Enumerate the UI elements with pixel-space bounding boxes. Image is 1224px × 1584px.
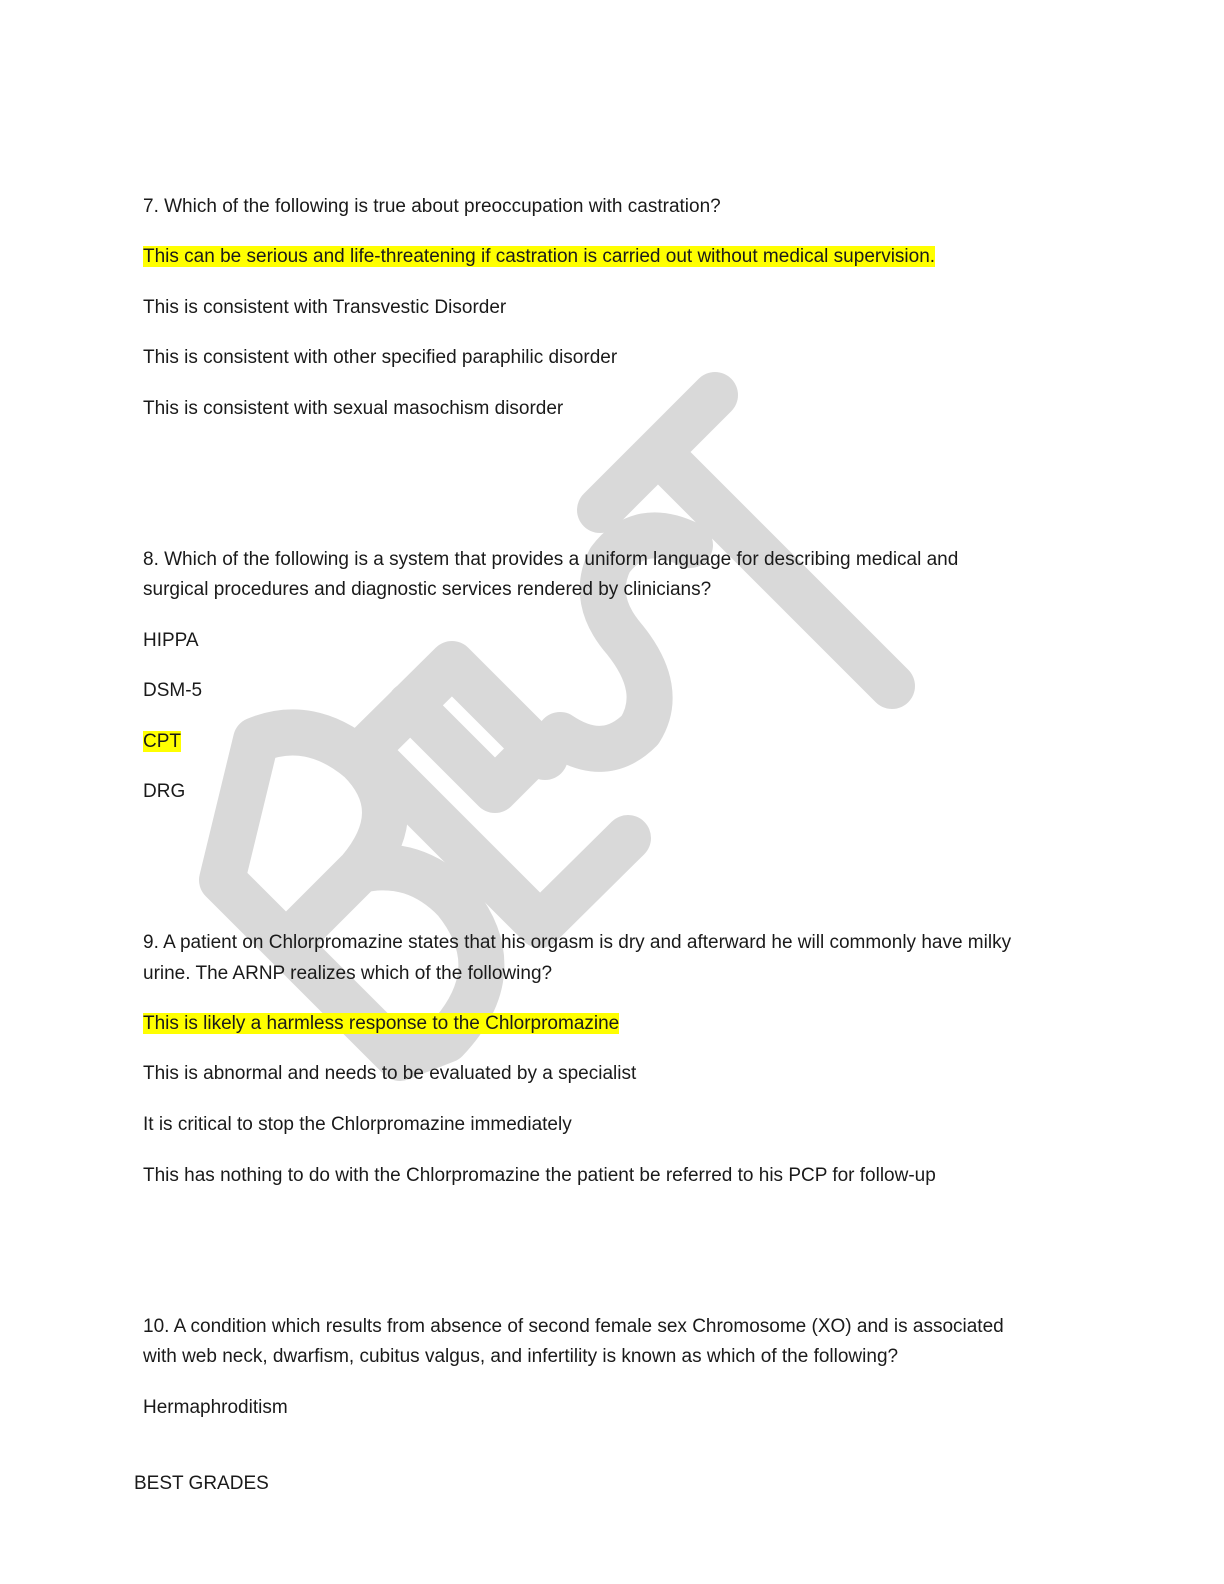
question-8-line-1: 8. Which of the following is a system that provides a uniform language for describing medical and: [143, 549, 959, 570]
question-8-option-1: [143, 629, 199, 653]
question-7-text: [143, 195, 721, 219]
question-9-line-2: urine. The ARNP realizes which of the following?: [143, 963, 553, 984]
answer-highlight: CPT: [143, 731, 181, 752]
option-text: DRG: [143, 781, 186, 802]
question-7-option-4: [143, 397, 563, 421]
question-8-option-3: [143, 730, 181, 754]
question-10-text-line-1: [143, 1315, 1004, 1339]
question-10-line-2: with web neck, dwarfism, cubitus valgus, and infertility is known as which of the following?: [143, 1346, 899, 1367]
question-9-line-1: 9. A patient on Chlorpromazine states that his orgasm is dry and afterward he will commonly have milky: [143, 932, 1012, 953]
option-text: DSM-5: [143, 680, 203, 701]
option-text: This is consistent with sexual masochism disorder: [143, 398, 564, 419]
question-7-option-3: [143, 346, 617, 370]
option-text: This has nothing to do with the Chlorpromazine the patient be referred to his PCP for follow-up: [143, 1165, 936, 1186]
question-8-text-line-1: [143, 548, 958, 572]
question-8-text-line-2: [143, 578, 711, 602]
option-text: This is consistent with Transvestic Disorder: [143, 297, 507, 318]
question-7-option-2: [143, 296, 506, 320]
question-8-option-4: [143, 780, 185, 804]
answer-highlight: This can be serious and life-threatening if castration is carried out without medical supervision.: [143, 246, 936, 267]
option-text: Hermaphroditism: [143, 1397, 288, 1418]
question-7-option-1: [143, 245, 935, 269]
question-9-option-3: [143, 1113, 572, 1137]
option-text: It is critical to stop the Chlorpromazine immediately: [143, 1114, 572, 1135]
question-9-option-1: [143, 1012, 619, 1036]
question-9-text-line-1: [143, 931, 1011, 955]
question-9-option-2: [143, 1062, 636, 1086]
question-10-line-1: 10. A condition which results from absence of second female sex Chromosome (XO) and is associated: [143, 1316, 1004, 1337]
answer-highlight: This is likely a harmless response to the Chlorpromazine: [143, 1013, 620, 1034]
question-9-option-4: [143, 1164, 936, 1188]
question-8-option-2: [143, 679, 202, 703]
option-text: HIPPA: [143, 630, 199, 651]
page-footer: BEST GRADES: [134, 1473, 269, 1494]
question-10-option-1: [143, 1396, 288, 1420]
question-9-text-line-2: [143, 962, 552, 986]
question-10-text-line-2: [143, 1345, 898, 1369]
question-8-line-2: surgical procedures and diagnostic services rendered by clinicians?: [143, 579, 712, 600]
option-text: This is abnormal and needs to be evaluated by a specialist: [143, 1063, 637, 1084]
option-text: This is consistent with other specified paraphilic disorder: [143, 347, 618, 368]
question-7-line-1: 7. Which of the following is true about preoccupation with castration?: [143, 196, 721, 217]
